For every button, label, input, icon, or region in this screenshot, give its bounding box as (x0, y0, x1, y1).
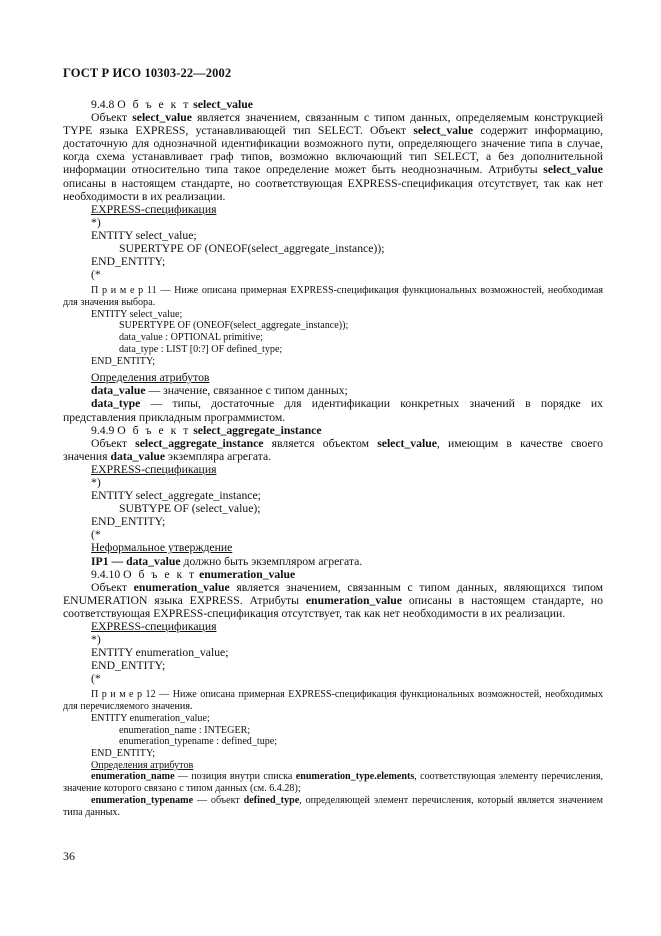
attribute-definition: data_type — типы, достаточные для идентификации конкретных значений в порядке их представления прикладным программистом. (63, 397, 603, 424)
code-line: ENTITY enumeration_value; (91, 646, 229, 660)
code-line: *) (91, 215, 101, 229)
code-line: ENTITY select_aggregate_instance; (91, 489, 261, 503)
spec-label: EXPRESS-спецификация (91, 620, 217, 634)
example-code-line: ENTITY select_value; (91, 308, 183, 320)
code-line: *) (91, 633, 101, 647)
attributes-label: Определения атрибутов (91, 371, 210, 385)
code-line: (* (91, 672, 101, 686)
code-line: END_ENTITY; (91, 515, 166, 529)
informal-proposition: IP1 — data_value должно быть экземпляром агрегата. (91, 554, 363, 568)
page-number: 36 (63, 849, 75, 863)
spec-label: EXPRESS-спецификация (91, 462, 217, 476)
object-name: select_aggregate_instance (193, 423, 322, 437)
code-line: (* (91, 268, 101, 282)
example-note-11: П р и м е р 11 — Ниже описана примерная EXPRESS-спецификация функциональных возможностей, необходимая для значения выбора. (63, 285, 603, 309)
paragraph-select-value: Объект select_value является значением, связанным с типом данных, определяемым конструкцией TYPE языка EXPRESS, устанавливающей тип SELECT. Объект select_value содержит информацию, достаточную для однозначной идентификации возможного пути, определяющего значение типа в случае, когда схема устанавливает граф типов, возможно включающий тип SELECT, а без дополнительной информации относительно типа такое определение может быть неоднозначным. Атрибуты select_value описаны в настоящем стандарте, но соответствующая EXPRESS-спецификация отсутствует, так как нет необходимости в их реализации. (63, 111, 603, 203)
example-code-line: enumeration_name : INTEGER; (119, 724, 251, 736)
section-number: 9.4.10 (91, 567, 121, 581)
attribute-definition: data_value — значение, связанное с типом данных; (91, 384, 348, 398)
code-line: ENTITY select_value; (91, 228, 197, 242)
example-code-line: data_value : OPTIONAL primitive; (119, 332, 263, 344)
code-line: *) (91, 475, 101, 489)
paragraph-select-aggregate: Объект select_aggregate_instance является объектом select_value, имеющим в качестве своего значения data_value экземпляра агрегата. (63, 436, 603, 463)
example-code-line: enumeration_typename : defined_tupe; (119, 736, 278, 748)
attribute-definition: enumeration_typename — объект defined_type, определяющей элемент перечисления, который является значением типа данных. (63, 794, 604, 818)
example-code-line: ENTITY enumeration_value; (91, 712, 210, 724)
section-heading-9-4-10 (63, 568, 603, 581)
document-page (63, 66, 603, 818)
spec-label: EXPRESS-спецификация (91, 202, 217, 216)
example-code-line: data_type : LIST [0:?] OF defined_type; (119, 343, 283, 355)
section-number: 9.4.8 (91, 98, 115, 111)
object-word: О б ъ е к т (117, 98, 191, 111)
code-line: END_ENTITY; (91, 659, 166, 673)
example-note-12: П р и м е р 12 — Ниже описана примерная EXPRESS-спецификация функциональных возможностей, необходимых для перечисляемого значения. (63, 689, 603, 713)
object-name: enumeration_value (199, 567, 296, 581)
object-word: О б ъ е к т (117, 423, 191, 437)
section-heading-9-4-8 (63, 98, 603, 111)
object-name: select_value (193, 98, 253, 111)
code-line: SUBTYPE OF (select_value); (119, 502, 261, 516)
code-line: END_ENTITY; (91, 255, 166, 269)
document-header: ГОСТ Р ИСО 10303-22—2002 (63, 66, 232, 80)
example-code-line: SUPERTYPE OF (ONEOF(select_aggregate_instance)); (119, 320, 349, 332)
attributes-label: Определения атрибутов (91, 759, 194, 771)
paragraph-enumeration-value: Объект enumeration_value является значением, связанным с типом данных, являющихся типом ENUMERATION языка EXPRESS. Атрибуты enumeration_value описаны в настоящем стандарте, но соответствующая EXPRESS-спецификация отсутствует, так как нет необходимости в их реализации. (63, 580, 603, 620)
example-code-line: END_ENTITY; (91, 355, 156, 367)
example-code-line: END_ENTITY; (91, 748, 156, 759)
code-line: SUPERTYPE OF (ONEOF(select_aggregate_instance)); (119, 242, 385, 256)
section-number: 9.4.9 (91, 423, 115, 437)
informal-proposition-label: Неформальное утверждение (91, 541, 233, 555)
code-line: (* (91, 528, 101, 542)
object-word: О б ъ е к т (123, 567, 197, 581)
section-heading-9-4-9 (63, 424, 603, 437)
attribute-definition: enumeration_name — позиция внутри списка enumeration_type.elements, соответствующая элементу перечисления, значение которого связано с типом данных (см. 6.4.28); (63, 771, 604, 795)
